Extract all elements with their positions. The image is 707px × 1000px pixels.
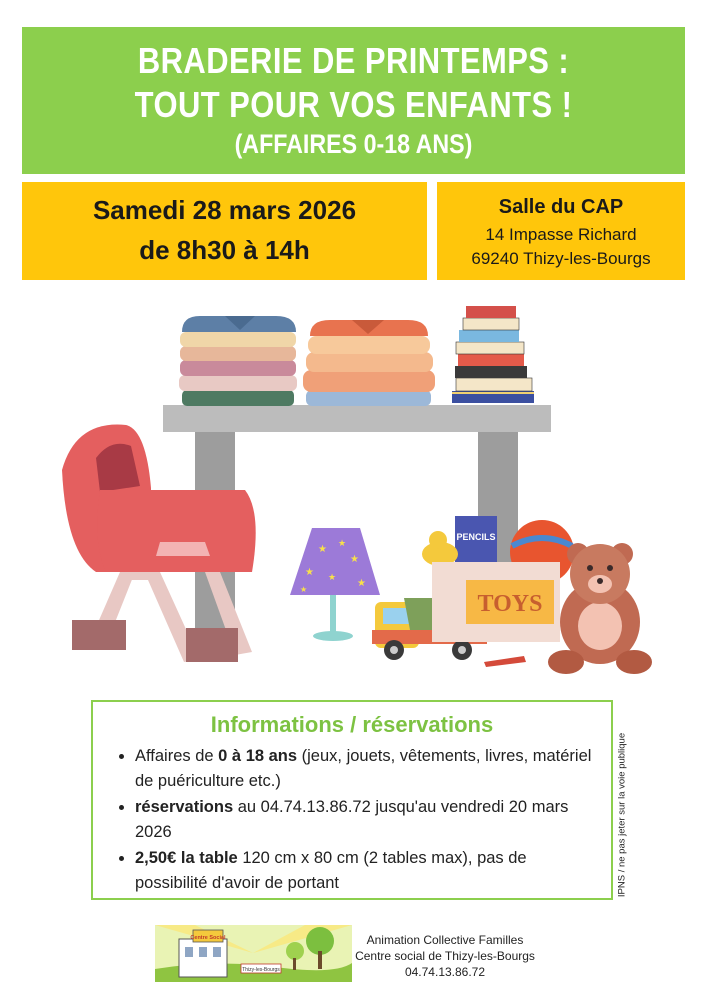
footer [340,932,550,980]
venue-city: 69240 Thizy-les-Bourgs [471,249,651,268]
time-line: de 8h30 à 14h [139,235,310,265]
svg-text:★: ★ [328,572,337,582]
footer-line-2: Centre social de Thizy-les-Bourgs [355,949,535,963]
list-item: • réservations au 04.74.13.86.72 jusqu'au vendredi 20 mars 2026 [135,795,599,845]
star-lamp [290,528,380,641]
venue-street: 14 Impasse Richard [485,225,637,244]
centre-social-logo [155,925,352,982]
date-box [22,182,427,280]
legal-note [614,720,630,910]
info-list [93,744,611,896]
items-illustration [0,290,707,685]
pencils-label: PENCILS [456,532,496,542]
toys-label: TOYS [477,591,543,617]
svg-text:★: ★ [350,554,359,565]
svg-text:★: ★ [338,538,347,548]
logo-plate: Thizy-les-Bourgs [242,967,280,973]
title-line-2: TOUT POUR VOS ENFANTS ! [134,84,573,125]
info-title: Informations / réservations [210,712,494,737]
info-box [91,700,613,900]
footer-phone: 04.74.13.86.72 [404,965,486,979]
legal-note-text: IPNS / ne pas jeter sur la voie publique [616,732,628,898]
date-line: Samedi 28 mars 2026 [92,195,357,225]
book-stack [452,306,534,403]
logo-sign: Centre Social [190,935,226,941]
title-banner [22,27,685,174]
title-line-1: BRADERIE DE PRINTEMPS : [137,40,570,81]
list-item: • Affaires de 0 à 18 ans (jeux, jouets, vêtements, livres, matériel de puériculture etc.) [135,744,599,794]
footer-line-1: Animation Collective Familles [366,933,524,947]
list-item: • 2,50€ la table 120 cm x 80 cm (2 tables max), pas de possibilité d'avoir de portant [135,846,599,896]
title-line-3: (AFFAIRES 0-18 ANS) [234,129,473,159]
folded-clothes-stack-2 [303,320,435,406]
svg-text:★: ★ [300,585,308,594]
svg-text:★: ★ [357,578,366,589]
venue-name: Salle du CAP [498,196,624,218]
svg-text:★: ★ [305,567,314,578]
folded-clothes-stack-1 [179,316,297,406]
svg-text:★: ★ [318,544,327,555]
venue-box [437,182,685,280]
